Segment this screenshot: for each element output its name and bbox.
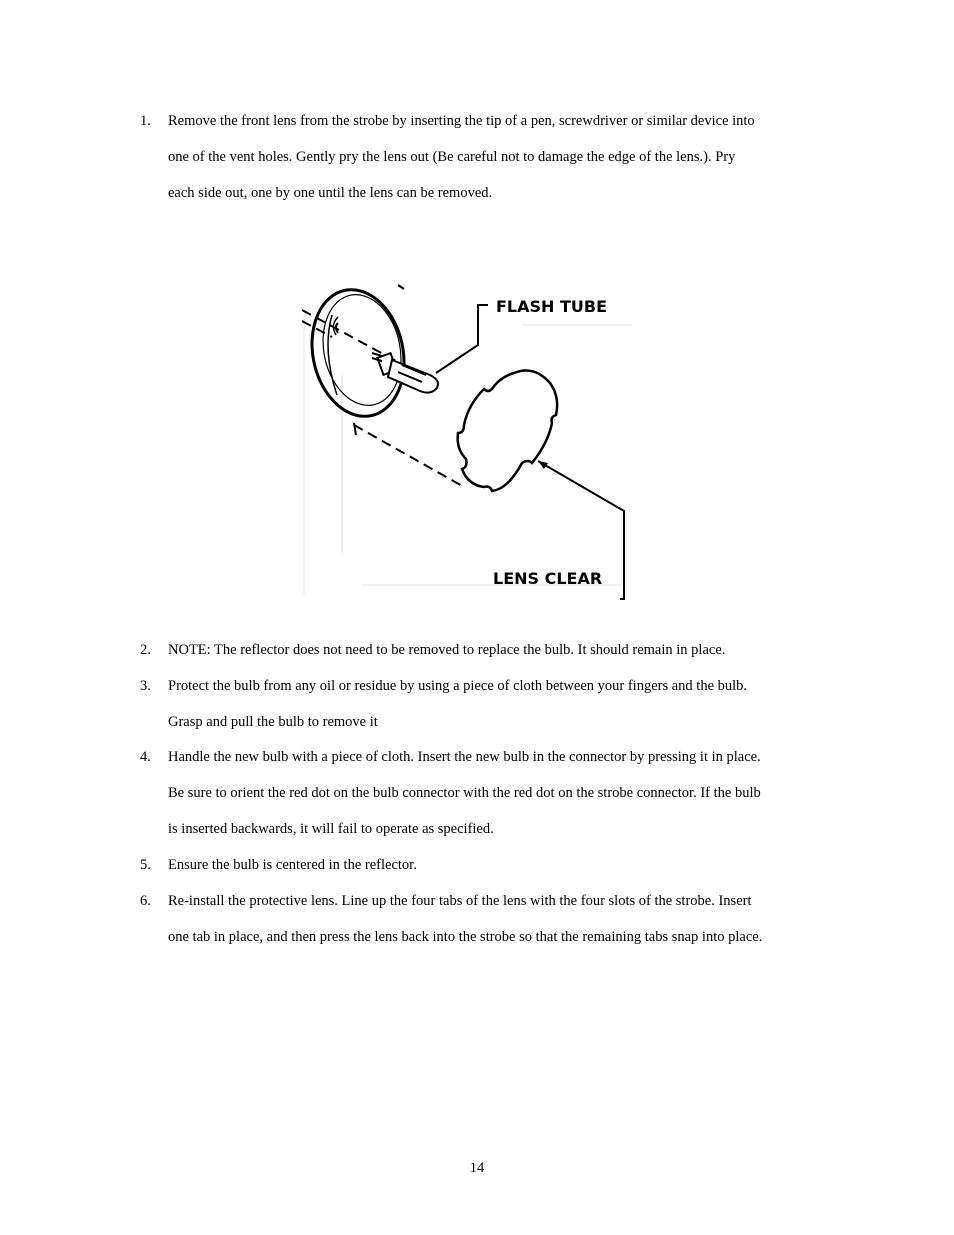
step-text (168, 847, 830, 883)
step-number: 4. (140, 749, 151, 765)
step-number: 6. (140, 893, 151, 909)
step-number: 2. (140, 642, 151, 658)
step-line: one tab in place, and then press the lens back into the strobe so that the remaining tabs snap into place. (168, 929, 763, 945)
step-line: NOTE: The reflector does not need to be removed to replace the bulb. It should remain in place. (168, 642, 726, 658)
step-line: Ensure the bulb is centered in the reflector. (168, 857, 417, 873)
lens-clear-label: LENS CLEAR (493, 569, 603, 588)
flash-tube-label: FLASH TUBE (496, 297, 608, 316)
step-line: one of the vent holes. Gently pry the lens out (Be careful not to damage the edge of the lens.). Pry (168, 149, 736, 165)
step-text (168, 103, 830, 211)
step-line: Re-install the protective lens. Line up the four tabs of the lens with the four slots of the strobe. Insert (168, 893, 752, 909)
step-line: Protect the bulb from any oil or residue by using a piece of cloth between your fingers and the bulb. (168, 678, 748, 694)
step-text (168, 739, 830, 847)
step-text (168, 668, 830, 740)
step-line: each side out, one by one until the lens can be removed. (168, 185, 493, 201)
step-line: Be sure to orient the red dot on the bulb connector with the red dot on the strobe connector. If the bulb (168, 785, 761, 801)
step-number: 5. (140, 857, 151, 873)
page-number: 14 (469, 1160, 485, 1176)
step-number: 3. (140, 678, 151, 694)
strobe-diagram (302, 255, 642, 603)
step-line: is inserted backwards, it will fail to operate as specified. (168, 821, 494, 837)
step-number: 1. (140, 113, 151, 129)
step-line: Grasp and pull the bulb to remove it (168, 714, 378, 730)
step-line: Handle the new bulb with a piece of cloth. Insert the new bulb in the connector by pressing it in place. (168, 749, 761, 765)
step-text (168, 632, 830, 668)
step-line: Remove the front lens from the strobe by inserting the tip of a pen, screwdriver or similar device into (168, 113, 755, 129)
step-text (168, 883, 830, 955)
